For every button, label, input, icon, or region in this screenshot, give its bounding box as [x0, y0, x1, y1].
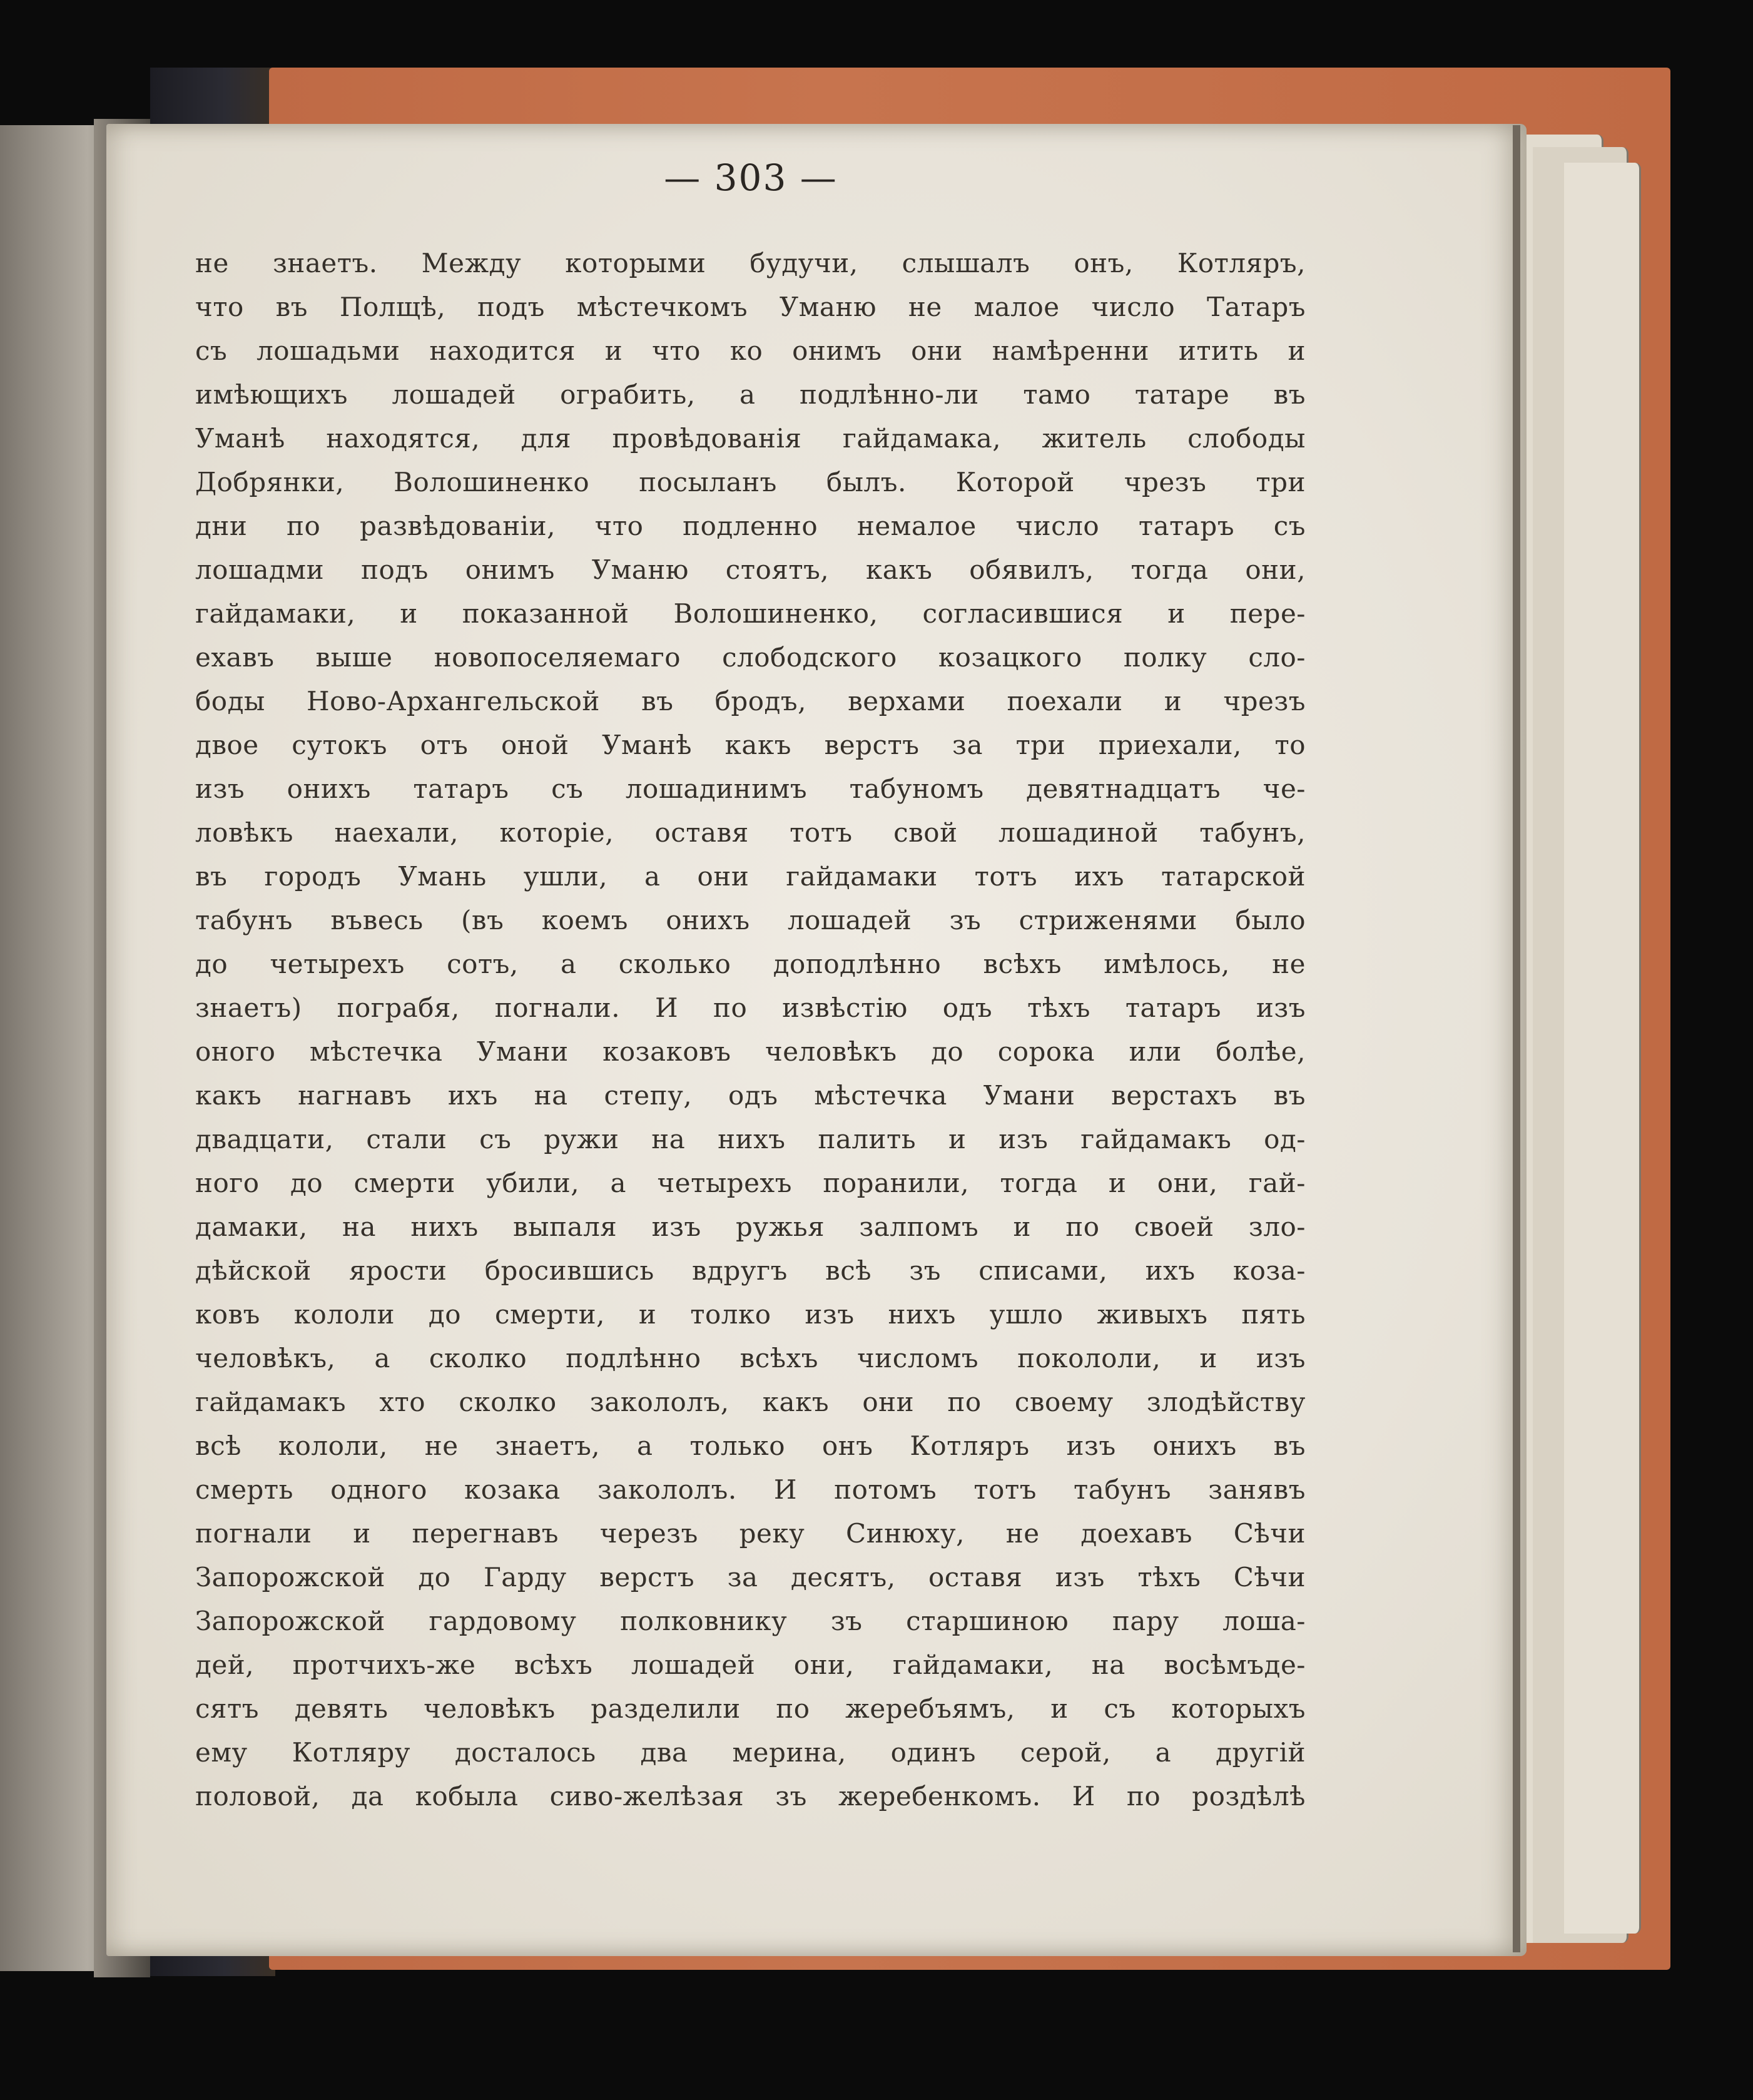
text-line: половой, да кобыла сиво-желѣзая зъ жеребенкомъ. И по роздѣлѣ [195, 1781, 1306, 1812]
text-line: Уманѣ находятся, для провѣдованія гайдамака, житель слободы [195, 423, 1306, 454]
text-line: погнали и перегнавъ черезъ реку Синюху, не доехавъ Сѣчи [195, 1518, 1306, 1549]
text-line: оного мѣстечка Умани козаковъ человѣкъ до сорока или болѣе, [195, 1036, 1306, 1067]
page-body-text [195, 242, 1306, 1818]
text-line: смерть одного козака закололъ. И потомъ тотъ табунъ занявъ [195, 1474, 1306, 1505]
text-line: дей, протчихъ-же всѣхъ лошадей они, гайдамаки, на восѣмъде- [195, 1649, 1306, 1680]
text-line: ловѣкъ наехали, которіе, оставя тотъ свой лошадиной табунъ, [195, 817, 1306, 848]
text-line: ковъ кололи до смерти, и толко изъ нихъ ушло живыхъ пять [195, 1299, 1306, 1330]
text-line: боды Ново-Архангельской въ бродъ, верхами поехали и чрезъ [195, 686, 1306, 716]
text-line: всѣ кололи, не знаетъ, а только онъ Котляръ изъ онихъ въ [195, 1430, 1306, 1461]
page-block-edge [1564, 163, 1641, 1934]
text-line: знаетъ) пограбя, погнали. И по извѣстію одъ тѣхъ татаръ изъ [195, 992, 1306, 1023]
page-fore-edge-shadow [1513, 125, 1520, 1952]
text-line: ему Котляру досталось два мерина, одинъ серой, а другій [195, 1737, 1306, 1768]
text-line: двадцати, стали съ ружи на нихъ палить и изъ гайдамакъ од- [195, 1124, 1306, 1154]
text-line: Добрянки, Волошиненко посыланъ былъ. Которой чрезъ три [195, 467, 1306, 497]
text-line: изъ онихъ татаръ съ лошадинимъ табуномъ девятнадцатъ че- [195, 773, 1306, 804]
text-line: гайдамакъ хто сколко закололъ, какъ они по своему злодѣйству [195, 1387, 1306, 1417]
text-line: дѣйской ярости бросившись вдругъ всѣ зъ списами, ихъ коза- [195, 1255, 1306, 1286]
text-line: что въ Полщѣ, подъ мѣстечкомъ Уманю не малое число Татаръ [195, 292, 1306, 322]
text-line: двое сутокъ отъ оной Уманѣ какъ верстъ за три приехали, то [195, 730, 1306, 760]
text-line: имѣющихъ лошадей ограбить, а подлѣнно-ли тамо татаре въ [195, 379, 1306, 410]
text-line: лошадми подъ онимъ Уманю стоятъ, какъ обявилъ, тогда они, [195, 554, 1306, 585]
text-line: съ лошадьми находится и что ко онимъ они намѣренни итить и [195, 335, 1306, 366]
text-line: ехавъ выше новопоселяемаго слободского козацкого полку сло- [195, 642, 1306, 673]
page-number: — 303 — [664, 156, 838, 199]
text-line: табунъ въвесь (въ коемъ онихъ лошадей зъ стриженями было [195, 905, 1306, 935]
text-line: дни по развѣдованіи, что подленно немалое число татаръ съ [195, 511, 1306, 541]
text-line: ного до смерти убили, а четырехъ поранили, тогда и они, гай- [195, 1168, 1306, 1198]
text-line: Запорожской до Гарду верстъ за десятъ, оставя изъ тѣхъ Сѣчи [195, 1562, 1306, 1593]
text-line: въ городъ Умань ушли, а они гайдамаки тотъ ихъ татарской [195, 861, 1306, 892]
text-line: человѣкъ, а сколко подлѣнно всѣхъ числомъ покололи, и изъ [195, 1343, 1306, 1374]
text-line: гайдамаки, и показанной Волошиненко, согласившися и пере- [195, 598, 1306, 629]
text-line: дамаки, на нихъ выпаля изъ ружья залпомъ и по своей зло- [195, 1211, 1306, 1242]
text-line: сятъ девять человѣкъ разделили по жеребъямъ, и съ которыхъ [195, 1693, 1306, 1724]
text-line: не знаетъ. Между которыми будучи, слышалъ онъ, Котляръ, [195, 248, 1306, 278]
text-line: до четырехъ сотъ, а сколько доподлѣнно всѣхъ имѣлось, не [195, 949, 1306, 979]
text-line: Запорожской гардовому полковнику зъ старшиною пару лоша- [195, 1606, 1306, 1636]
text-line: какъ нагнавъ ихъ на степу, одъ мѣстечка Умани верстахъ въ [195, 1080, 1306, 1111]
